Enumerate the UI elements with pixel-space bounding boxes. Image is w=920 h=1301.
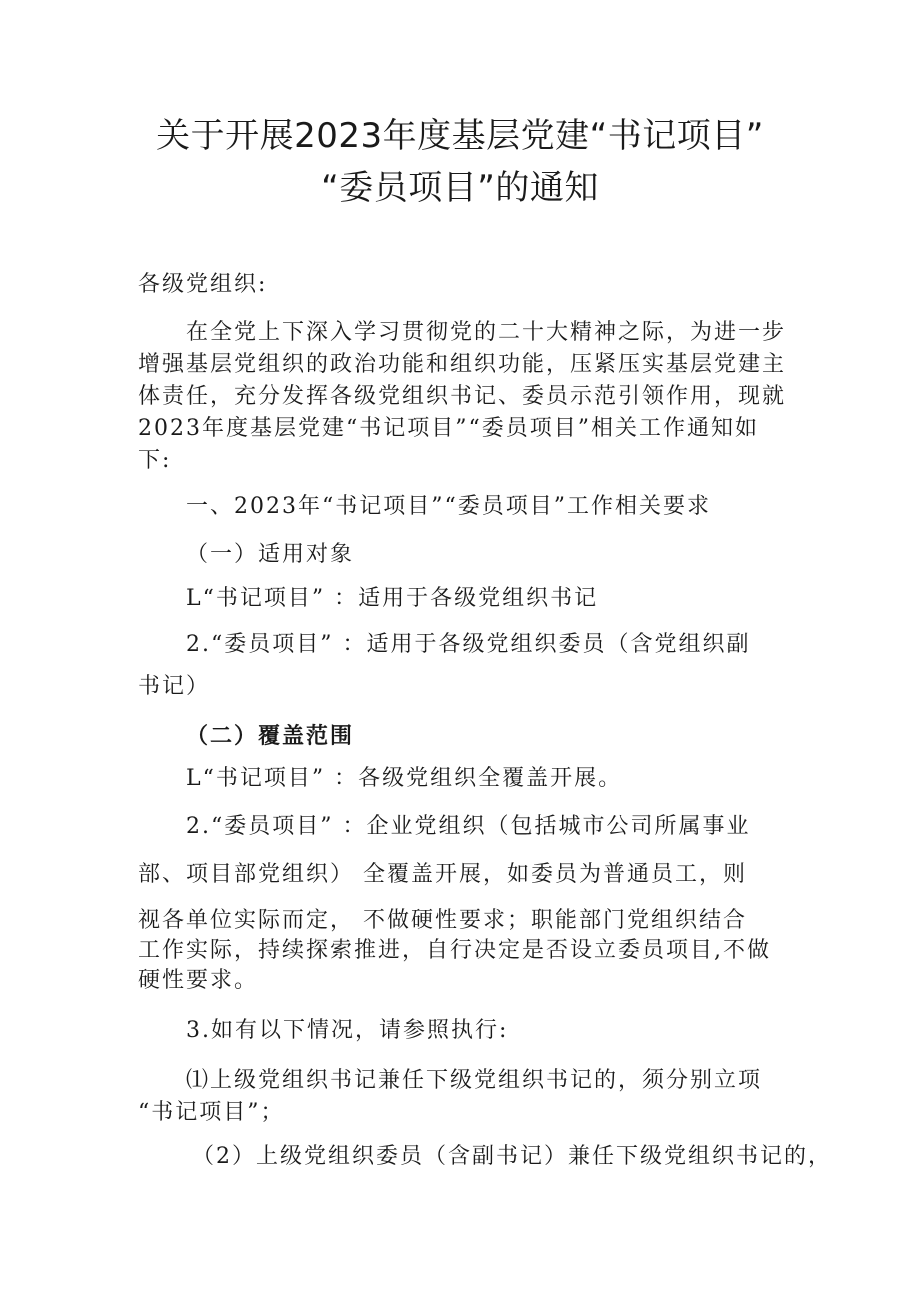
sub2-item1: L“书记项目” ：各级党组织全覆盖开展。 <box>186 766 623 791</box>
sub2-item2-line2: 部、项目部党组织） 全覆盖开展，如委员为普通员工，则 <box>138 862 747 887</box>
sub2-item2-line1: 2.“委员项目” ：企业党组织（包括城市公司所属事业 <box>186 814 751 839</box>
sub1-item2-line1: 2.“委员项目” ：适用于各级党组织委员（含党组织副 <box>186 632 751 657</box>
sub1-item1: L“书记项目” ：适用于各级党组织书记 <box>186 586 599 611</box>
sub2-item2-line4: 工作实际，持续探索推进，自行决定是否设立委员项目,不做 <box>138 938 771 963</box>
item3-sub1-line2: “书记项目”； <box>138 1100 285 1125</box>
intro-line: 在全党上下深入学习贯彻党的二十大精神之际，为进一步 <box>186 320 787 345</box>
intro-line: 增强基层党组织的政治功能和组织功能，压紧压实基层党建主 <box>138 352 787 377</box>
intro-line: 下: <box>138 448 172 473</box>
item3-sub2-line1: （2）上级党组织委员（含副书记）兼任下级党组织书记的， <box>192 1144 832 1169</box>
sub1-item2-line2: 书记） <box>138 674 211 699</box>
section1-heading: 一、2023年“书记项目”“委员项目”工作相关要求 <box>186 494 711 519</box>
intro-line: 体责任，充分发挥各级党组织书记、委员示范引领作用，现就 <box>138 384 787 409</box>
intro-line: 2023年度基层党建“书记项目”“委员项目”相关工作通知如 <box>138 416 759 441</box>
sub2-heading: （二）覆盖范围 <box>186 724 355 749</box>
item3: 3.如有以下情况，请参照执行: <box>186 1018 509 1043</box>
sub2-item2-line3: 视各单位实际而定， 不做硬性要求；职能部门党组织结合 <box>138 908 747 933</box>
document-title-line1: 关于开展2023年度基层党建“书记项目” <box>156 116 764 156</box>
sub1-heading: （一）适用对象 <box>186 542 355 567</box>
document-title-line2: “委员项目”的通知 <box>321 168 599 208</box>
sub2-item2-line5: 硬性要求。 <box>138 968 259 993</box>
item3-sub1-line1: ⑴上级党组织书记兼任下级党组织书记的，须分别立项 <box>186 1068 763 1093</box>
salutation: 各级党组织: <box>138 272 268 297</box>
